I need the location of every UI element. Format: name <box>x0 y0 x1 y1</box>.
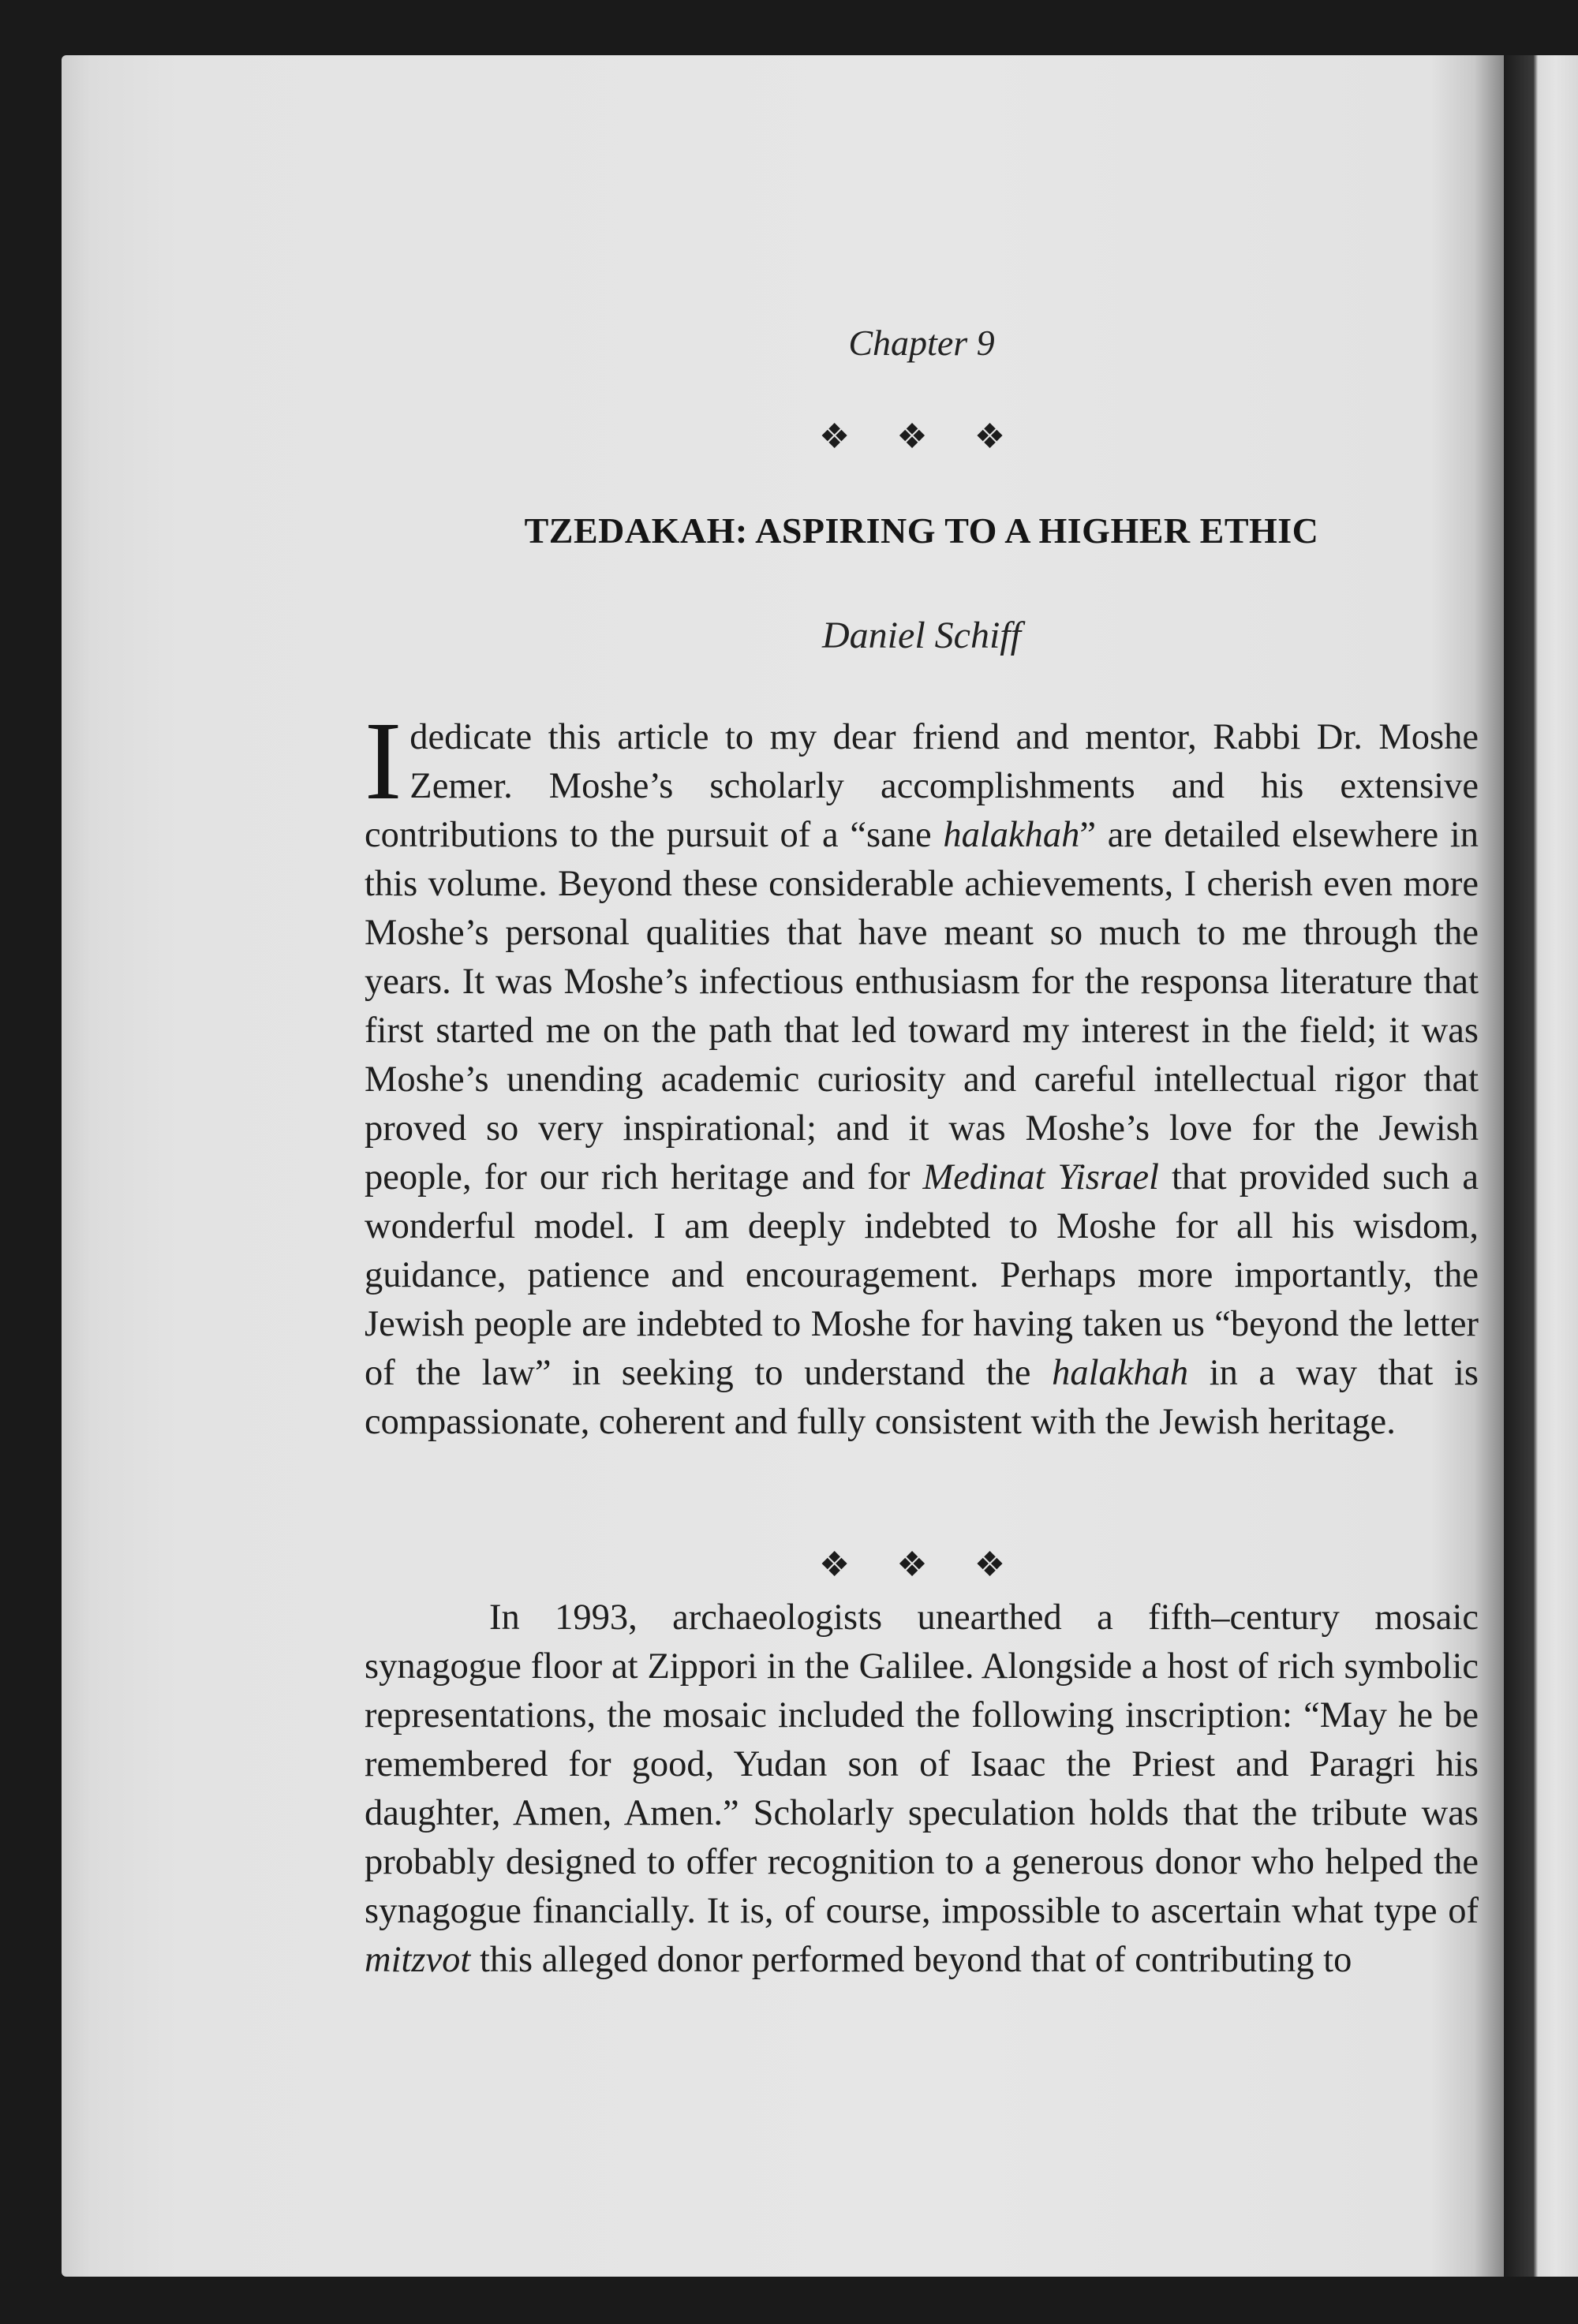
italic-term: mitzvot <box>365 1940 471 1980</box>
chapter-label: Chapter 9 <box>848 323 995 363</box>
italic-term: Medinat Yisrael <box>922 1157 1159 1197</box>
paragraph-text: dedicate this article to my dear friend and mentor, Rabbi Dr. Moshe Zemer. Moshe’s scholarly accomplishments and his extensive contributions to the pursuit of a “sane <box>365 717 1479 855</box>
body-paragraph <box>365 1594 1479 1985</box>
paragraph-text: ” are detailed elsewhere in this volume. Beyond these considerable achievements, I cherish even more Moshe’s personal qualities that have meant so much to me through the years. It was Moshe’s infectious enthusiasm for the responsa literature that first started me on the path that led toward my interest in the field; it was Moshe’s unending academic curiosity and careful intellectual rigor that proved so very inspirational; and it was Moshe’s love for the Jewish people, for our rich heritage and for <box>365 815 1479 1197</box>
ornament-divider-mid: ❖ ❖ ❖ <box>818 1545 1025 1584</box>
paragraph-text: this alleged donor performed beyond that of contributing to <box>470 1940 1352 1980</box>
author-name: Daniel Schiff <box>822 615 1021 656</box>
dedication-paragraph <box>365 698 1479 1447</box>
italic-term: halakhah <box>1052 1353 1189 1393</box>
paragraph-text: in a way that is compassionate, coherent and fully consistent with the Jewish heritage. <box>365 1353 1479 1442</box>
article-title: TZEDAKAH: ASPIRING TO A HIGHER ETHIC <box>524 510 1319 551</box>
paragraph-text: In 1993, archaeologists unearthed a fifth–century mosaic synagogue floor at Zippori in the Galilee. Alongside a host of rich symbolic representations, the mosaic included the following inscription: “May he be remembered for good, Yudan son of Isaac the Priest and Paragri his daughter, Amen, Amen.” Scholarly speculation holds that the tribute was probably designed to offer recognition to a generous donor who helped the synagogue financially. It is, of course, impossible to ascertain what type of <box>365 1597 1479 1931</box>
italic-term: halakhah <box>943 815 1080 855</box>
drop-cap: I <box>365 698 402 823</box>
paragraph-text: that provided such a wonderful model. I am deeply indebted to Moshe for all his wisdom, guidance, patience and encouragement. Perhaps more importantly, the Jewish people are indebted to Moshe for having taken us “beyond the letter of the law” in seeking to understand the <box>365 1157 1479 1393</box>
next-page-edge <box>1504 55 1578 2277</box>
ornament-divider-top: ❖ ❖ ❖ <box>818 417 1025 456</box>
